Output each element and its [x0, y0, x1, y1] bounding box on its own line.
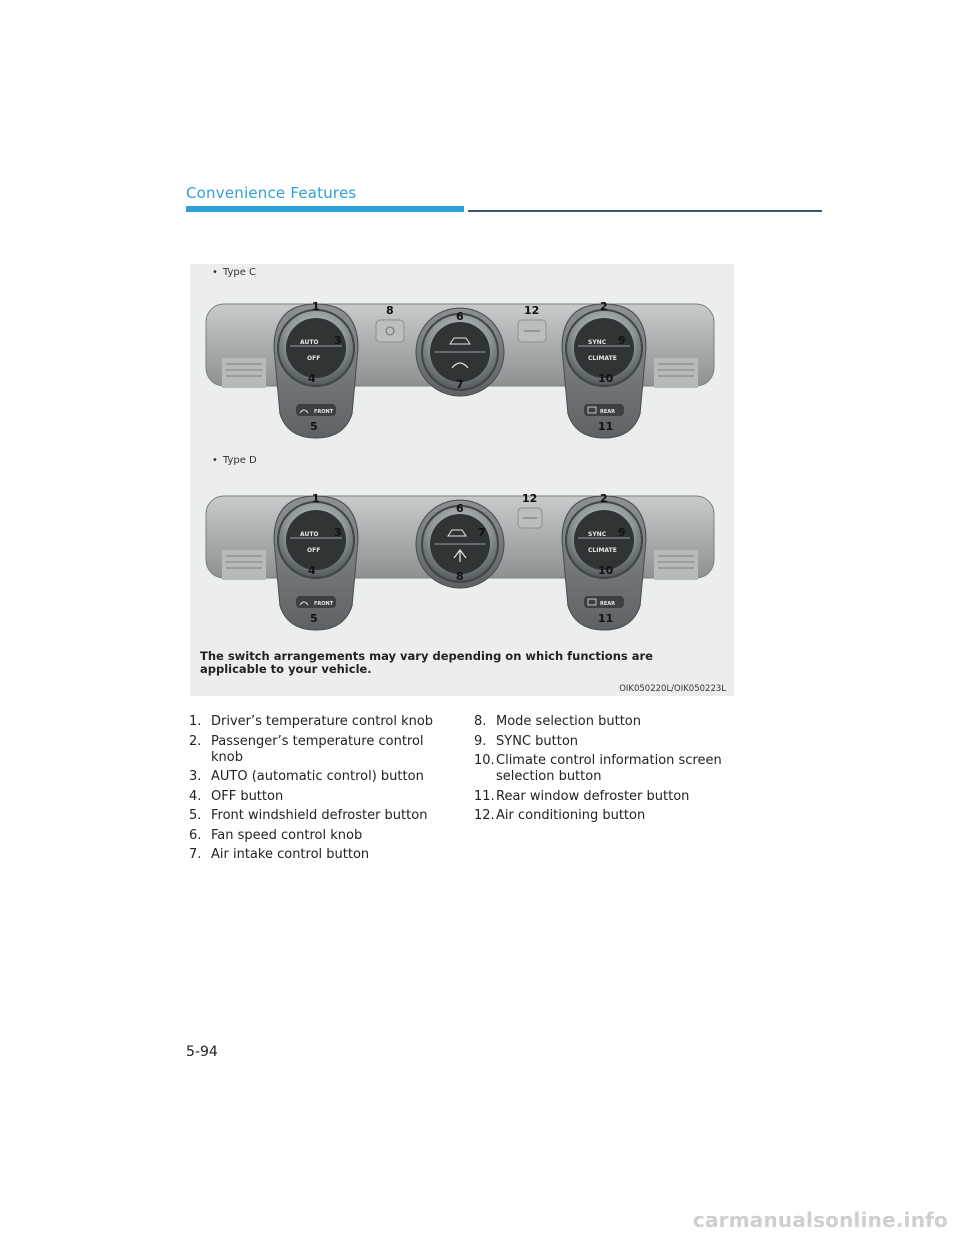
list-item [189, 828, 459, 844]
callout-5: 5 [310, 420, 318, 433]
type-d-label-text: Type D [222, 455, 257, 466]
type-d-control-panel [204, 488, 716, 636]
list-item-number: 2. [189, 733, 202, 749]
list-item-number: 6. [189, 827, 202, 843]
off-button-label[interactable]: OFF [307, 547, 321, 554]
callout-12: 12 [524, 304, 540, 317]
right-vent [654, 550, 698, 580]
callout-12: 12 [522, 492, 538, 505]
list-item-text: Passenger’s temperature control knob [211, 733, 424, 765]
passenger-temperature-knob[interactable] [562, 496, 646, 630]
header-rule-accent [186, 206, 464, 212]
header-rule-line [468, 210, 822, 212]
callout-7: 7 [478, 526, 486, 539]
air-conditioning-button[interactable] [518, 508, 542, 528]
sync-button-label[interactable]: SYNC [588, 531, 607, 538]
rear-button-label: REAR [600, 409, 615, 415]
list-item [474, 808, 736, 824]
front-defroster-button[interactable] [296, 404, 336, 416]
callout-11: 11 [598, 612, 614, 625]
callout-5: 5 [310, 612, 318, 625]
list-item [189, 769, 459, 785]
list-item-text: AUTO (automatic control) button [211, 769, 424, 784]
list-item-text: Air conditioning button [496, 808, 646, 823]
figure-note: The switch arrangements may vary depending on which functions are applicable to your vehicle. [200, 649, 653, 676]
legend-list-right [474, 714, 736, 828]
list-item [189, 847, 459, 863]
left-vent [222, 358, 266, 388]
list-item-number: 12. [474, 808, 495, 823]
list-item-text: Climate control information screen selection button [496, 753, 722, 784]
list-item-text: SYNC button [496, 733, 579, 749]
list-item-text: Air intake control button [211, 847, 370, 862]
front-button-label: FRONT [314, 601, 334, 607]
callout-6: 6 [456, 502, 464, 515]
list-item-number: 8. [474, 714, 487, 729]
front-button-label: FRONT [314, 409, 334, 415]
callout-9: 9 [618, 334, 626, 347]
rear-defroster-button[interactable] [584, 404, 624, 416]
sync-button-label[interactable]: SYNC [588, 339, 607, 346]
list-item-number: 7. [189, 847, 202, 862]
list-item-number: 4. [189, 788, 202, 804]
list-item [474, 734, 736, 750]
callout-8: 8 [456, 570, 464, 583]
mode-button[interactable] [376, 320, 404, 342]
type-c-label: • Type C [212, 267, 257, 278]
legend-list-left [189, 714, 459, 867]
climate-button-label[interactable]: CLIMATE [588, 355, 617, 362]
callout-4: 4 [308, 564, 316, 577]
callout-1: 1 [312, 492, 320, 505]
list-item-text: Mode selection button [496, 714, 641, 729]
callout-7: 7 [456, 378, 464, 391]
list-item [474, 789, 736, 805]
front-defroster-button[interactable] [296, 596, 336, 608]
type-c-label-text: Type C [222, 267, 257, 278]
section-title: Convenience Features [186, 184, 357, 202]
figure-code: OIK050220L/OIK050223L [619, 684, 726, 694]
list-item-number: 11. [474, 788, 495, 804]
auto-button-label[interactable]: AUTO [300, 339, 319, 346]
callout-2: 2 [600, 492, 608, 505]
callout-6: 6 [456, 310, 464, 323]
callout-10: 10 [598, 564, 614, 577]
callout-10: 10 [598, 372, 614, 385]
list-item-text: Front windshield defroster button [211, 808, 428, 823]
driver-temperature-knob[interactable] [274, 496, 358, 630]
callout-1: 1 [312, 300, 320, 313]
list-item [189, 808, 459, 824]
list-item-text: OFF button [211, 788, 284, 804]
list-item [189, 734, 459, 766]
list-item [189, 714, 459, 730]
list-item-text: Rear window defroster button [496, 788, 690, 804]
callout-3: 3 [334, 334, 342, 347]
list-item [474, 714, 736, 730]
climate-control-figure [190, 264, 734, 696]
list-item-number: 3. [189, 769, 202, 784]
callout-3: 3 [334, 526, 342, 539]
callout-8: 8 [386, 304, 394, 317]
driver-temperature-knob[interactable] [274, 304, 358, 438]
page-number: 5-94 [186, 1044, 218, 1060]
type-c-control-panel [204, 296, 716, 444]
callout-2: 2 [600, 300, 608, 313]
rear-defroster-button[interactable] [584, 596, 624, 608]
list-item-number: 5. [189, 808, 202, 823]
off-button-label[interactable]: OFF [307, 355, 321, 362]
list-item [474, 753, 736, 785]
list-item-number: 1. [189, 714, 202, 729]
list-item-text: Fan speed control knob [211, 827, 363, 843]
climate-button-label[interactable]: CLIMATE [588, 547, 617, 554]
left-vent [222, 550, 266, 580]
type-d-label: • Type D [212, 455, 257, 466]
list-item-text: Driver’s temperature control knob [211, 714, 434, 729]
right-vent [654, 358, 698, 388]
list-item [189, 789, 459, 805]
callout-4: 4 [308, 372, 316, 385]
air-conditioning-button[interactable] [518, 320, 546, 342]
rear-button-label: REAR [600, 601, 615, 607]
list-item-number: 10. [474, 753, 495, 768]
passenger-temperature-knob[interactable] [562, 304, 646, 438]
auto-button-label[interactable]: AUTO [300, 531, 319, 538]
callout-11: 11 [598, 420, 614, 433]
list-item-number: 9. [474, 733, 487, 749]
callout-9: 9 [618, 526, 626, 539]
watermark: carmanualsonline.info [692, 1208, 948, 1232]
